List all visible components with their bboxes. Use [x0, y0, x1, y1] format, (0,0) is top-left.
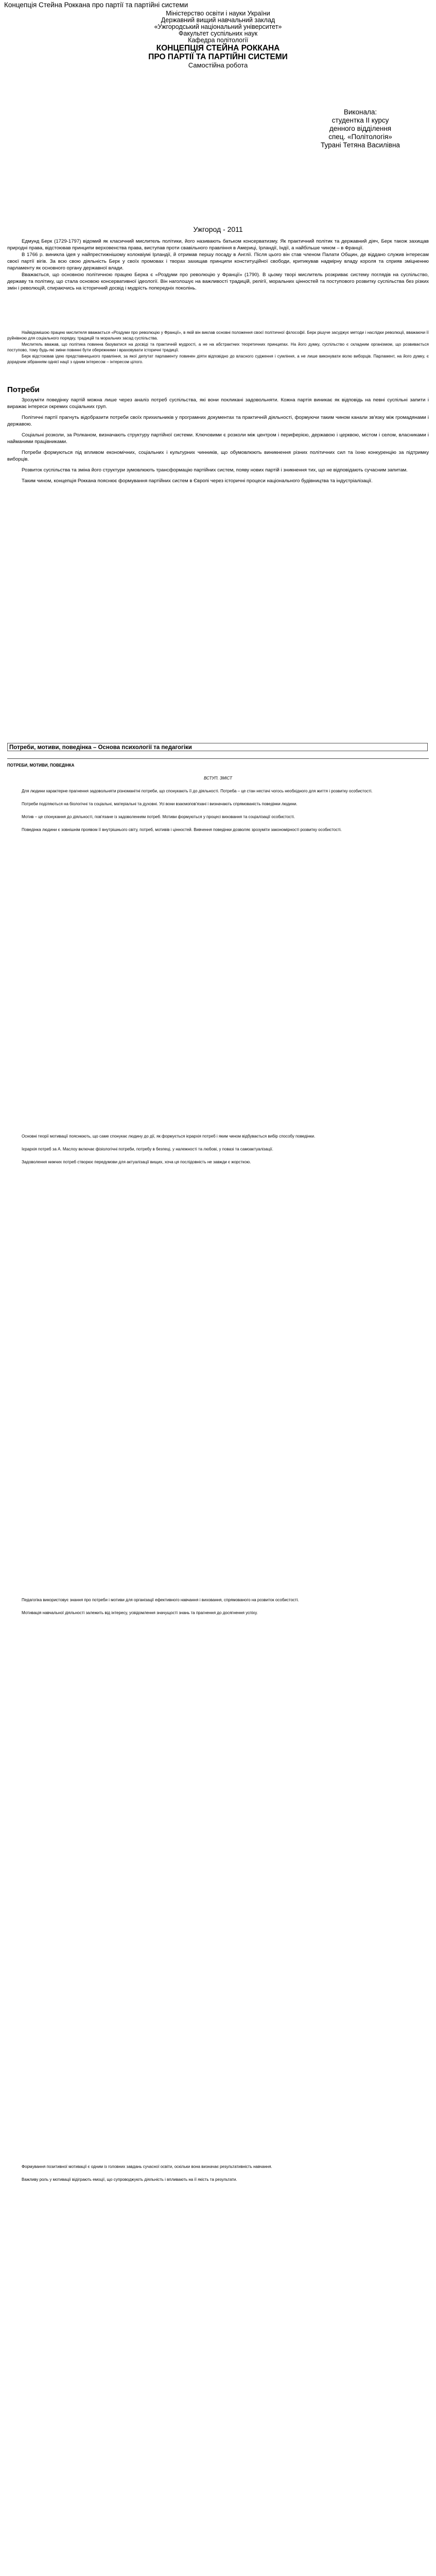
embedded-document — [7, 762, 429, 833]
intro-paragraph: Вважається, що основною політичною працею Берка є «Роздуми про революцію у Франції» (1790). В цьому творі мислитель розкриває систему поглядів на суспільство, державу та політику, що стала основою консервативної ідеології. Він наголошує на важливості традицій, релігії, моральних цінностей та поступового розвитку суспільства без різких змін і революцій, спираючись на історичний досвід і мудрість попередніх поколінь. — [7, 272, 429, 291]
author-line: студентка ІІ курсу — [332, 116, 389, 124]
embedded-page-heading: Потреби, мотиви, поведінка – Основа психології та педагогіки — [7, 743, 428, 751]
department-line: Кафедра політології — [188, 37, 248, 44]
embedded-paragraph: Мотивація навчальної діяльності залежить від інтересу, усвідомлення значущості знань та прагнення до досягнення успіху. — [22, 1611, 258, 1615]
section-potreby — [7, 385, 429, 394]
institution-type-line: Державний вищий навчальний заклад — [161, 16, 275, 24]
small-text-section — [7, 330, 429, 365]
section-heading: Потреби — [7, 385, 40, 394]
embedded-title: ПОТРЕБИ, МОТИВИ, ПОВЕДІНКА — [7, 763, 75, 768]
embedded-paragraph: Задоволення нижчих потреб створює передумови для актуалізації вищих, хоча ця послідовність не завжди є жорсткою. — [22, 1160, 251, 1164]
author-line: Турані Тетяна Василівна — [321, 141, 400, 149]
body-paragraph: Потреби формуються під впливом економічних, соціальних і культурних чинників, що обумовлюють виникнення різних політичних сил та їхню конкуренцію за підтримку виборців. — [7, 450, 429, 462]
faculty-line: Факультет суспільних наук — [178, 30, 258, 37]
intro-paragraph: Едмунд Берк (1729-1797) відомий як класичний мислитель політики, його називають батьком консерватизму. Як практичний політик та державний діяч, Берк також захищав природні права, відстоював принципи верховенства права, виступав проти свавільного правління в Америці, Ірландії, Індії, а найбільше чином – в Франції. — [7, 239, 429, 251]
work-title-line-2: ПРО ПАРТІЇ ТА ПАРТІЙНІ СИСТЕМИ — [148, 53, 288, 61]
author-line: денного відділення — [329, 125, 392, 132]
embedded-paragraph: Мотив – це спонукання до діяльності, пов'язане із задоволенням потреб. Мотиви формуються у процесі виховання та соціалізації особистості. — [22, 815, 295, 819]
work-type: Самостійна робота — [188, 61, 248, 69]
embedded-paragraph: Потреби поділяються на біологічні та соціальні, матеріальні та духовні. Усі вони взаємопов'язані і визначають спрямованість поведінки людини. — [22, 802, 298, 806]
embedded-paragraph: Ієрархія потреб за А. Маслоу включає фізіологічні потреби, потребу в безпеці, у належності та любові, у повазі та самоактуалізації. — [22, 1147, 273, 1151]
body-section — [7, 397, 429, 484]
body-paragraph: Соціальні розколи, за Ролканом, визначають структуру партійної системи. Ключовими є розколи між центром і периферією, державою і церквою, містом і селом, власниками і найманими працівниками. — [7, 432, 429, 445]
author-block — [293, 108, 427, 149]
embedded-document-2 — [7, 1133, 429, 1165]
body-paragraph: Політичні партії прагнуть відобразити потреби своїх прихильників у програмних документах та практичній діяльності, формуючи таким чином канали зв'язку між громадянами і державою. — [7, 415, 429, 427]
embedded-paragraph: Педагогіка використовує знання про потреби і мотиви для організації ефективного навчання і виховання, спрямованого на розвиток особистості. — [22, 1598, 299, 1602]
body-paragraph: Зрозуміти поведінку партій можна лише через аналіз потреб суспільства, які вони покликані задовольняти. Кожна партія виникає як відповідь на певні суспільні запити і виражає інтереси окремих соціальних груп. — [7, 397, 429, 410]
intro-section — [7, 238, 429, 292]
work-title-line-1: КОНЦЕПЦІЯ СТЕЙНА РОККАНА — [156, 44, 280, 53]
city-year: Ужгород - 2011 — [193, 225, 243, 233]
embedded-subtitle: ВСТУП. ЗМІСТ — [203, 776, 233, 781]
body-paragraph: Таким чином, концепція Роккана пояснює формування партійних систем в Європі через історичні процеси національного будівництва та індустріалізації. — [22, 478, 373, 484]
embedded-paragraph: Формування позитивної мотивації є одним із головних завдань сучасної освіти, оскільки вона визначає результативність навчання. — [22, 2164, 272, 2169]
body-paragraph: Розвиток суспільства та зміна його структури зумовлюють трансформацію партійних систем, появу нових партій і зникнення тих, що не відповідають сучасним запитам. — [22, 467, 408, 473]
intro-paragraph: В 1766 р. виникла ідея у найпрестижнішому колоквіумі Ірландії, й отримав першу посаду в Англії. Після цього він став членом Палати Общин, де віддано служив інтересам своєї партії вігів. За всю свою діяльність Берк у своїх промовах і творах захищав принципи конституційної свободи, критикував надмірну владу короля та сприяв зміцненню парламенту як основного органу державної влади. — [7, 252, 429, 271]
embedded-document-3 — [7, 1597, 429, 1616]
ministry-line: Міністерство освіти і науки України — [166, 10, 270, 17]
title-page-header — [0, 10, 436, 70]
small-paragraph: Мислитель вважав, що політика повинна базуватися на досвіді та практичній мудрості, а не на абстрактних теоретичних принципах. На його думку, суспільство є складним організмом, що розвивається поступово, тому будь-які зміни повинні бути обережними і враховувати історичні традиції. — [7, 342, 429, 353]
small-paragraph: Берк відстоював ідею представницького правління, за якої депутат парламенту повинен діяти відповідно до власного судження і сумління, а не лише виконувати волю виборців. Парламент, на його думку, є дорадчим зібранням однієї нації з одним інтересом – інтересом цілого. — [7, 353, 429, 365]
divider — [7, 758, 429, 759]
embedded-paragraph: Основні теорії мотивації пояснюють, що саме спонукає людину до дії, як формується ієрархія потреб і яким чином відбувається вибір способу поведінки. — [22, 1134, 316, 1139]
embedded-paragraph: Для людини характерне прагнення задовольняти різноманітні потреби, що спонукають її до діяльності. Потреба – це стан нестачі чогось необхідного для життя і розвитку особистості. — [22, 789, 373, 793]
small-paragraph: Найвідомішою працею мислителя вважається «Роздуми про революцію у Франції», в якій він виклав основні положення своєї політичної філософії. Берк рішуче засуджує методи і наслідки революції, вважаючи її руйнівною для соціального порядку, традицій та моральних засад суспільства. — [7, 330, 429, 341]
author-line: спец. «Політологія» — [328, 133, 392, 141]
document-title: Концепція Стейна Роккана про партії та партійні системи — [4, 1, 188, 9]
embedded-paragraph: Поведінка людини є зовнішнім проявом її внутрішнього світу, потреб, мотивів і цінностей. Вивчення поведінки дозволяє зрозуміти закономірності розвитку особистості. — [22, 827, 342, 832]
embedded-document-4 — [7, 2164, 429, 2182]
embedded-paragraph: Важливу роль у мотивації відіграють емоції, що супроводжують діяльність і впливають на її якість та результати. — [22, 2177, 237, 2182]
university-line: «Ужгородський національний університет» — [154, 23, 282, 30]
author-line: Виконала: — [343, 108, 377, 116]
